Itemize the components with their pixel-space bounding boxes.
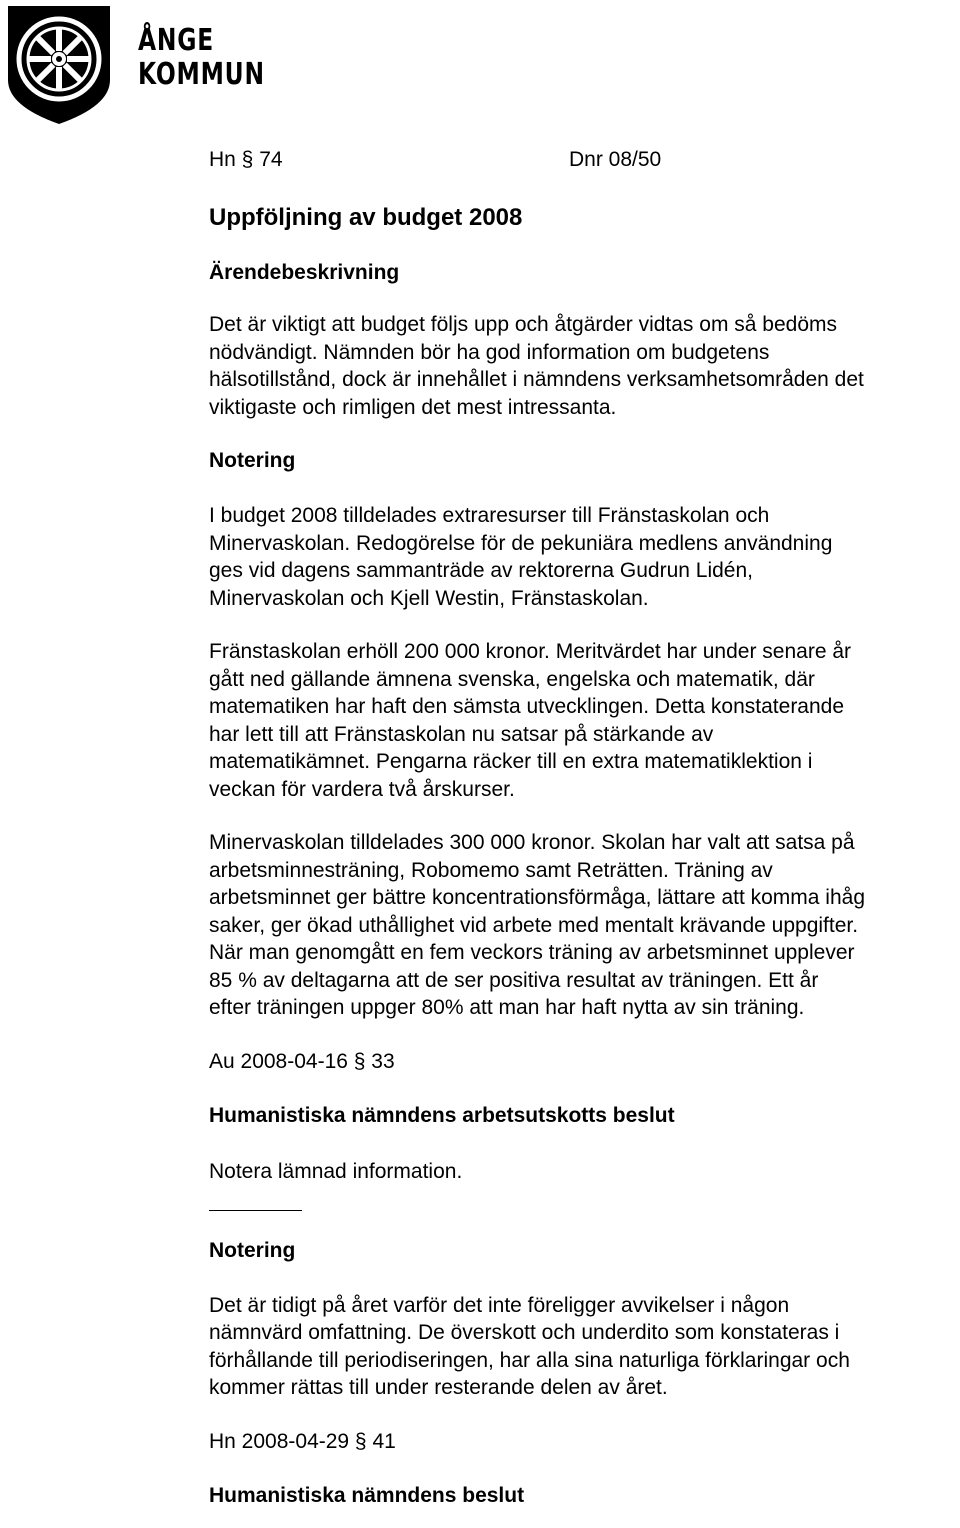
- text-line: Det är viktigt att budget följs upp och åtgärder vidtas om så bedöms: [209, 313, 838, 336]
- heading-notering-1: Notering: [209, 449, 296, 472]
- text-line: arbetsminnesträning, Robomemo samt Reträtten. Träning av: [209, 858, 773, 882]
- text-line: hälsotillstånd, dock är innehållet i nämndens verksamhetsområden det: [209, 368, 864, 391]
- paragraph-number: Hn § 74: [209, 148, 283, 171]
- text-line: arbetsminnet ger bättre koncentrationsförmåga, lättare att komma ihåg: [209, 886, 866, 909]
- text-line: gått ned gällande ämnena svenska, engelska och matematik, där: [209, 667, 815, 691]
- hn-reference: [209, 1428, 960, 1456]
- text-line: nämnvärd omfattning. De överskott och underdito som konstateras i: [209, 1321, 840, 1344]
- wheel-shield-icon: [4, 2, 114, 126]
- text-line: efter träningen uppger 80% att man har haft nytta av sin träning.: [209, 996, 805, 1019]
- text-line: I budget 2008 tilldelades extraresurser till Fränstaskolan och: [209, 504, 770, 527]
- text-line: Minervaskolan tilldelades 300 000 kronor. Skolan har valt att satsa på: [209, 831, 855, 854]
- notering-paragraph-3: [209, 829, 960, 1022]
- text-line: saker, ger ökad uthållighet vid arbete med mentalt krävande uppgifter.: [209, 913, 859, 937]
- text-line: veckan för vardera två årskurser.: [209, 777, 515, 801]
- separator-rule: [209, 1210, 302, 1211]
- text-line: har lett till att Fränstaskolan nu satsar på stärkande av: [209, 722, 714, 746]
- text-line: matematiken har haft den sämsta utvecklingen. Detta konstaterande: [209, 695, 845, 718]
- text-line: 85 % av deltagarna att de ser positiva resultat av träningen. Ett år: [209, 968, 819, 992]
- logo-wordmark: [138, 24, 265, 92]
- text-line: kommer rättas till under resterande delen av året.: [209, 1376, 668, 1399]
- notering-paragraph-2: [209, 638, 960, 803]
- document-title: Uppföljning av budget 2008: [209, 204, 523, 231]
- text-line: ges vid dagens sammanträde av rektorerna Gudrun Lidén,: [209, 559, 753, 582]
- notering-2-paragraph: [209, 1292, 960, 1402]
- heading-au-beslut: Humanistiska nämndens arbetsutskotts beslut: [209, 1104, 675, 1127]
- diarie-number: Dnr 08/50: [569, 148, 662, 171]
- logo-line-2: KOMMUN: [138, 57, 265, 92]
- text-line: När man genomgått en fem veckors träning av arbetsminnet upplever: [209, 941, 855, 964]
- au-beslut-line: Notera lämnad information.: [209, 1160, 463, 1183]
- heading-notering-2: Notering: [209, 1238, 296, 1262]
- au-beslut-text: [209, 1158, 960, 1186]
- text-line: Fränstaskolan erhöll 200 000 kronor. Meritvärdet har under senare år: [209, 640, 852, 663]
- text-line: Det är tidigt på året varför det inte föreligger avvikelser i någon: [209, 1293, 790, 1317]
- au-reference: [209, 1048, 960, 1076]
- reference-row: [209, 144, 960, 176]
- heading-arendebeskrivning: Ärendebeskrivning: [209, 261, 400, 284]
- text-line: förhållande till periodiseringen, har alla sina naturliga förklaringar och: [209, 1348, 850, 1372]
- ange-kommun-logo: [4, 2, 265, 126]
- notering-paragraph-1: [209, 502, 960, 612]
- text-line: Minervaskolan. Redogörelse för de pekuniära medlens användning: [209, 531, 833, 555]
- hn-reference-text: Hn 2008-04-29 § 41: [209, 1429, 396, 1453]
- au-reference-text: Au 2008-04-16 § 33: [209, 1049, 395, 1073]
- text-line: viktigaste och rimligen det mest intressanta.: [209, 395, 617, 419]
- text-line: Minervaskolan och Kjell Westin, Fränstaskolan.: [209, 586, 649, 610]
- arendebeskrivning-paragraph: [209, 311, 960, 421]
- heading-hn-beslut: Humanistiska nämndens beslut: [209, 1484, 525, 1507]
- text-line: matematikämnet. Pengarna räcker till en extra matematiklektion i: [209, 750, 813, 773]
- document-body: [209, 144, 960, 1510]
- logo-line-1: ÅNGE: [138, 23, 215, 58]
- text-line: nödvändigt. Nämnden bör ha god information om budgetens: [209, 340, 770, 364]
